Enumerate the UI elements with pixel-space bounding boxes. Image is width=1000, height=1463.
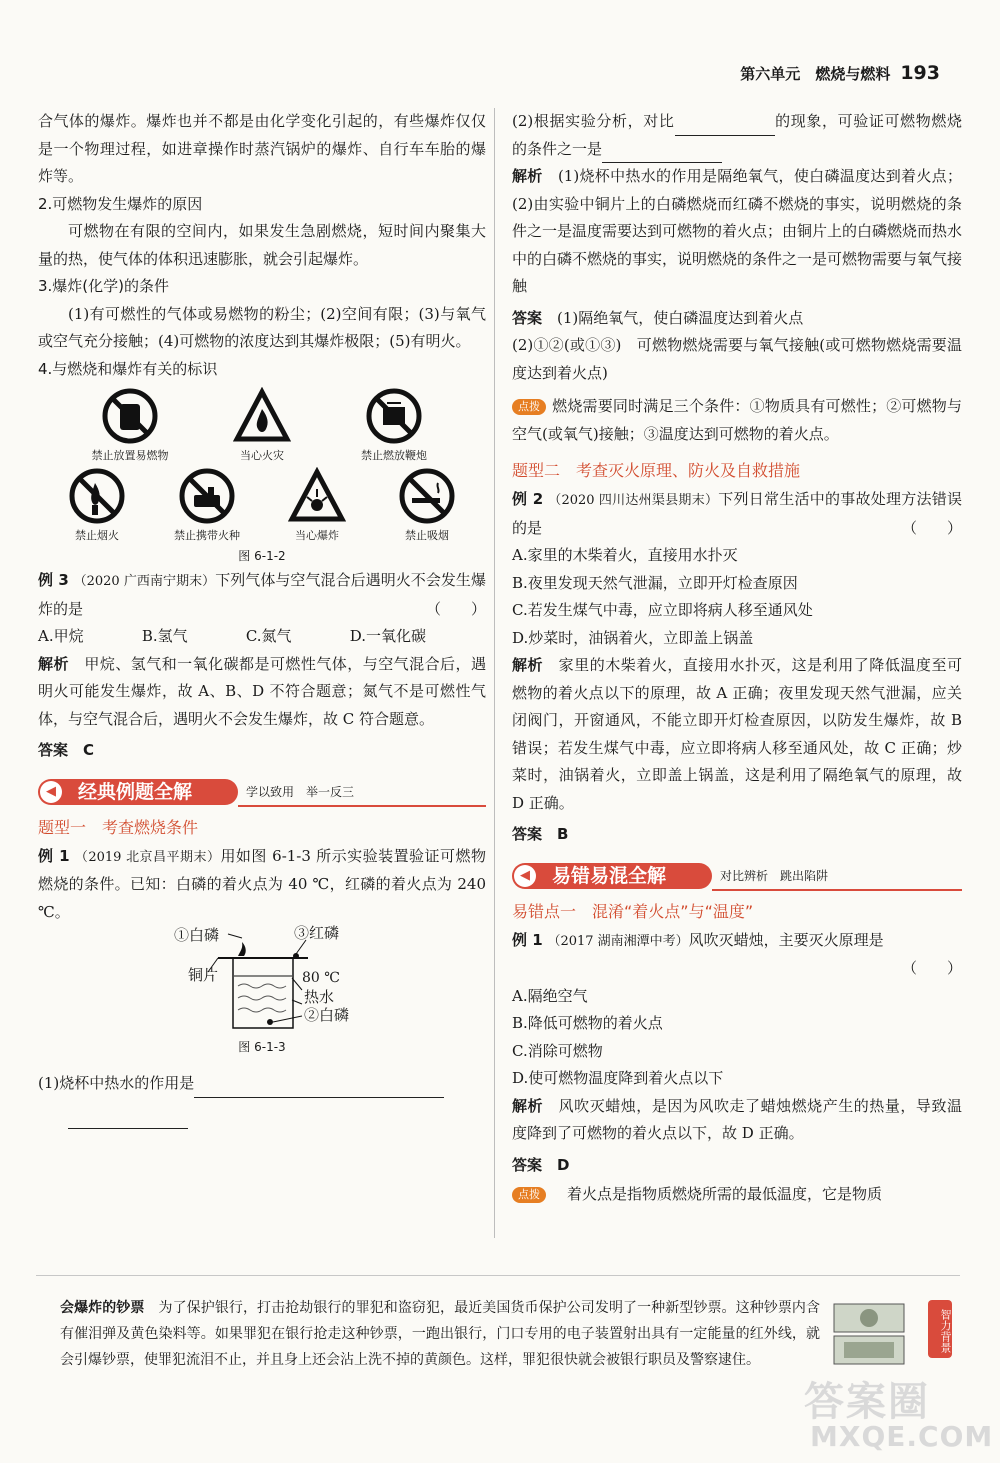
question-text: 的现象，可验证可燃物燃烧的条件之一是 <box>512 112 962 158</box>
question-text: 下列气体与空气混合后遇明火不会发生爆炸的是 <box>38 571 486 618</box>
sign-fire-warning <box>214 387 310 463</box>
analysis-text: 甲烷、氢气和一氧化碳都是可燃性气体，与空气混合后，遇明火可能发生爆炸，故 A、B、D 不符合题意；氮气不是可燃性气体，与空气混合后，遇明火不会发生爆炸，故 C 符合题意。 <box>38 654 486 728</box>
analysis-text: (1)烧杯中热水的作用是隔绝氧气，使白磷温度达到着火点；(2)由实验中铜片上的白磷燃烧而红磷不燃烧的事实，说明燃烧的条件之一是温度需要达到可燃物的着火点；由铜片上的白磷燃烧而热水中的白磷不燃烧的事实，说明燃烧的条件之一是可燃物需要与氧气接触 <box>512 167 963 295</box>
section-4-title: 4.与燃烧和爆炸有关的标识 <box>38 359 218 378</box>
error-example-option-c: C.消除可燃物 <box>512 1041 603 1060</box>
error-example-answer <box>512 1152 962 1180</box>
answer-label: 答案 <box>512 825 543 843</box>
error-example-option-d: D.使可燃物温度降到着火点以下 <box>512 1069 724 1087</box>
fire-warning-icon <box>233 387 291 445</box>
analysis-label: 解析 <box>512 656 544 674</box>
error-point-1-title: 易错点一 混淆“着火点”与“温度” <box>512 901 754 921</box>
banknote-image <box>832 1300 908 1368</box>
example-1-analysis <box>512 163 962 301</box>
error-example-option-b: B.降低可燃物的着火点 <box>512 1014 663 1032</box>
label-hot-water: 热水 <box>304 988 335 1006</box>
label-copper-plate: 铜片 <box>188 966 219 984</box>
sign-label: 当心爆炸 <box>295 529 339 542</box>
sign-label: 禁止烟火 <box>75 529 119 542</box>
banner-rule <box>712 889 962 891</box>
example-3-options <box>38 623 486 651</box>
signs-row-2 <box>38 467 486 543</box>
example-1-question <box>38 843 486 927</box>
label-white-phosphorus-1: ①白磷 <box>174 926 220 944</box>
example-1-answer-1 <box>512 305 962 333</box>
beaker-diagram <box>38 928 486 1036</box>
option: A.甲烷 <box>38 627 84 645</box>
experiment-figure <box>38 924 486 1036</box>
example-source: （2019 北京昌平期末） <box>74 849 221 865</box>
figure-caption: 图 6-1-3 <box>238 1040 286 1054</box>
no-fireworks-icon <box>365 387 423 445</box>
page-header <box>740 62 940 84</box>
example-2-option-a: A.家里的木柴着火，直接用水扑灭 <box>512 546 738 564</box>
no-kindling-icon <box>178 467 236 525</box>
question-text: 用如图 6-1-3 所示实验装置验证可燃物燃烧的条件。已知：白磷的着火点为 40 ℃，红磷的着火点为 240 ℃。 <box>38 846 486 921</box>
error-example-1-question <box>512 927 962 956</box>
answer-bracket: （ ） <box>425 599 486 618</box>
page-number: 193 <box>900 62 940 84</box>
question-text: 下列日常生活中的事故处理方法错误的是 <box>512 490 962 537</box>
type-2-title: 题型二 考查灭火原理、防火及自救措施 <box>512 461 801 480</box>
analysis-text: 家里的木柴着火，直接用水扑灭，这是利用了降低温度至可燃物的着火点以下的原理，故 A 正确；夜里发现天然气泄漏，应关闭阀门，开窗通风，不能立即开灯检查原因，以防发生爆炸，故 B 错误；若发生煤气中毒，应立即将病人移至通风处，故 C 正确；炒菜时，油锅着火，立即盖上锅盖，这是利用了隔绝氧气的原理，故 D 正确。 <box>512 656 962 812</box>
answer-blank[interactable] <box>675 117 775 136</box>
megaphone-icon: ◀ <box>514 865 536 887</box>
right-column <box>512 108 962 1209</box>
sign-label: 禁止燃放鞭炮 <box>361 449 427 462</box>
answer-label: 答案 <box>38 741 69 759</box>
section-2-title: 2.可燃物发生爆炸的原因 <box>38 194 203 213</box>
example-2-answer <box>512 821 962 849</box>
example-2-analysis <box>512 652 962 817</box>
question-text: (2)根据实验分析，对比 <box>512 112 675 130</box>
label-temperature: 80 ℃ <box>302 970 340 986</box>
watermark-url: MXQE.COM <box>810 1420 994 1453</box>
error-example-analysis <box>512 1093 962 1148</box>
banner-title-text: 经典例题全解 <box>78 780 193 803</box>
tip-badge: 点拨 <box>512 399 546 415</box>
example-1-q2 <box>512 108 962 163</box>
sign-no-kindling <box>162 467 252 543</box>
analysis-label: 解析 <box>512 167 543 185</box>
tip-paragraph <box>512 393 962 448</box>
example-2-option-d: D.炒菜时，油锅着火，立即盖上锅盖 <box>512 628 754 647</box>
analysis-label: 解析 <box>512 1096 544 1115</box>
sign-no-flammables <box>82 387 178 463</box>
trivia-title: 会爆炸的钞票 <box>60 1300 145 1316</box>
example-3-answer <box>38 737 486 765</box>
label-red-phosphorus: ③红磷 <box>294 924 340 942</box>
sign-label: 当心火灾 <box>240 449 284 462</box>
example-source: （2017 湖南湘潭中考） <box>547 933 689 949</box>
sign-no-open-flame <box>52 467 142 543</box>
trivia-box <box>60 1295 820 1373</box>
example-1-q1 <box>38 1070 486 1098</box>
sign-no-fireworks <box>346 387 442 463</box>
chapter-label: 燃烧与燃料 <box>815 65 891 83</box>
type-1-title: 题型一 考查燃烧条件 <box>38 817 199 837</box>
common-errors-banner <box>512 863 962 891</box>
example-label: 例 1 <box>38 846 70 865</box>
example-2-option-c: C.若发生煤气中毒，应立即将病人移至通风处 <box>512 601 813 619</box>
signs-row-1 <box>38 387 486 463</box>
unit-label: 第六单元 <box>740 65 801 83</box>
option: B.氢气 <box>141 627 188 645</box>
answer-value: B <box>557 825 569 843</box>
answer-bracket: （ ） <box>901 959 962 977</box>
banner-subtitle: 对比辨析 跳出陷阱 <box>720 868 829 883</box>
example-2-question <box>512 486 962 542</box>
question-text: (1)烧杯中热水的作用是 <box>38 1074 195 1092</box>
banner-subtitle: 学以致用 举一反三 <box>246 784 355 799</box>
megaphone-icon: ◀ <box>40 781 62 803</box>
left-column <box>38 108 486 1129</box>
answer-bracket: （ ） <box>901 518 962 537</box>
example-1-q1-continued <box>38 1102 486 1130</box>
example-1-answer-2: (2)①②(或①③) 可燃物燃烧需要与氧气接触(或可燃物燃烧需要温度达到着火点) <box>512 336 962 382</box>
banner-title <box>38 779 238 805</box>
example-label: 例 3 <box>38 571 69 589</box>
example-3-analysis <box>38 651 486 734</box>
tip-text: 着火点是指物质燃烧所需的最低温度，它是物质 <box>567 1185 883 1203</box>
label-white-phosphorus-2: ②白磷 <box>304 1006 350 1024</box>
explosion-warning-icon <box>288 467 346 525</box>
sign-explosion-warning <box>272 467 362 543</box>
banner-rule <box>238 805 486 807</box>
example-3-question <box>38 567 486 623</box>
column-divider <box>494 108 495 1238</box>
banner-title <box>512 863 712 889</box>
option: D.一氧化碳 <box>349 627 426 645</box>
no-open-flame-icon <box>68 467 126 525</box>
tip-badge: 点拨 <box>512 1187 546 1203</box>
sign-no-smoking <box>382 467 472 543</box>
option: C.氮气 <box>245 627 292 645</box>
sign-label: 禁止放置易燃物 <box>91 449 169 462</box>
answer-value: C <box>83 741 95 759</box>
intro-paragraph: 合气体的爆炸。爆炸也并不都是由化学变化引起的，有些爆炸仅仅是一个物理过程，如进章操作时蒸汽锅炉的爆炸、自行车车胎的爆炸等。 <box>38 112 486 185</box>
tip-text: 燃烧需要同时满足三个条件：①物质具有可燃性；②可燃物与空气(或氧气)接触；③温度达到可燃物的着火点。 <box>512 397 962 443</box>
section-2-text: 可燃物在有限的空间内，如果发生急剧燃烧，短时间内聚集大量的热，使气体的体积迅速膨胀，就会引起爆炸。 <box>38 222 486 268</box>
analysis-text: 风吹灭蜡烛，是因为风吹走了蜡烛燃烧产生的热量，导致温度降到了可燃物的着火点以下，故 D 正确。 <box>512 1096 962 1142</box>
bottom-rule <box>36 1275 960 1276</box>
trivia-paragraph <box>60 1295 820 1373</box>
classic-examples-banner <box>38 779 486 807</box>
watermark: 答案圈 <box>804 1379 930 1425</box>
example-label: 例 2 <box>512 490 544 508</box>
sign-label: 禁止吸烟 <box>405 529 449 542</box>
question-text: 风吹灭蜡烛，主要灭火原理是 <box>688 930 884 949</box>
answer-label: 答案 <box>512 308 543 327</box>
banner-title-text: 易错易混全解 <box>552 864 667 887</box>
answer-blank[interactable] <box>194 1079 444 1098</box>
answer-blank[interactable] <box>602 144 722 163</box>
example-source: （2020 四川达州渠县期末） <box>548 493 719 508</box>
sign-label: 禁止携带火种 <box>174 529 240 542</box>
answer-label: 答案 <box>512 1155 543 1174</box>
no-flammables-icon <box>101 387 159 445</box>
answer-blank[interactable] <box>68 1110 188 1129</box>
section-3-text: (1)有可燃性的气体或易燃物的粉尘；(2)空间有限；(3)与氧气或空气充分接触；(4)可燃物的浓度达到其爆炸极限；(5)有明火。 <box>38 304 486 350</box>
figure-caption: 图 6-1-2 <box>238 549 286 563</box>
section-3-title: 3.爆炸(化学)的条件 <box>38 277 170 295</box>
tip-2-paragraph <box>512 1181 962 1209</box>
example-label: 例 1 <box>512 930 543 949</box>
trivia-text: 为了保护银行，打击抢劫银行的罪犯和盗窃犯，最近美国货币保护公司发明了一种新型钞票。这种钞票内含有催泪弹及黄色染料等。如果罪犯在银行抢走这种钞票，一跑出银行，门口专用的电子装置射出具有一定能量的红外线，就会引爆钞票，使罪犯流泪不止，并且身上还会沾上洗不掉的黄颜色。这样，罪犯很快就会被银行职员及警察逮住。 <box>60 1300 821 1368</box>
answer-text: (1)隔绝氧气，使白磷温度达到着火点 <box>557 308 804 327</box>
no-smoking-icon <box>398 467 456 525</box>
background-knowledge-badge: 智力背景 <box>928 1300 952 1358</box>
answer-value: D <box>557 1155 570 1174</box>
example-2-option-b: B.夜里发现天然气泄漏，立即开灯检查原因 <box>512 573 798 592</box>
example-source: （2020 广西南宁期末） <box>73 574 216 589</box>
error-example-option-a: A.隔绝空气 <box>512 986 588 1005</box>
analysis-label: 解析 <box>38 654 69 673</box>
